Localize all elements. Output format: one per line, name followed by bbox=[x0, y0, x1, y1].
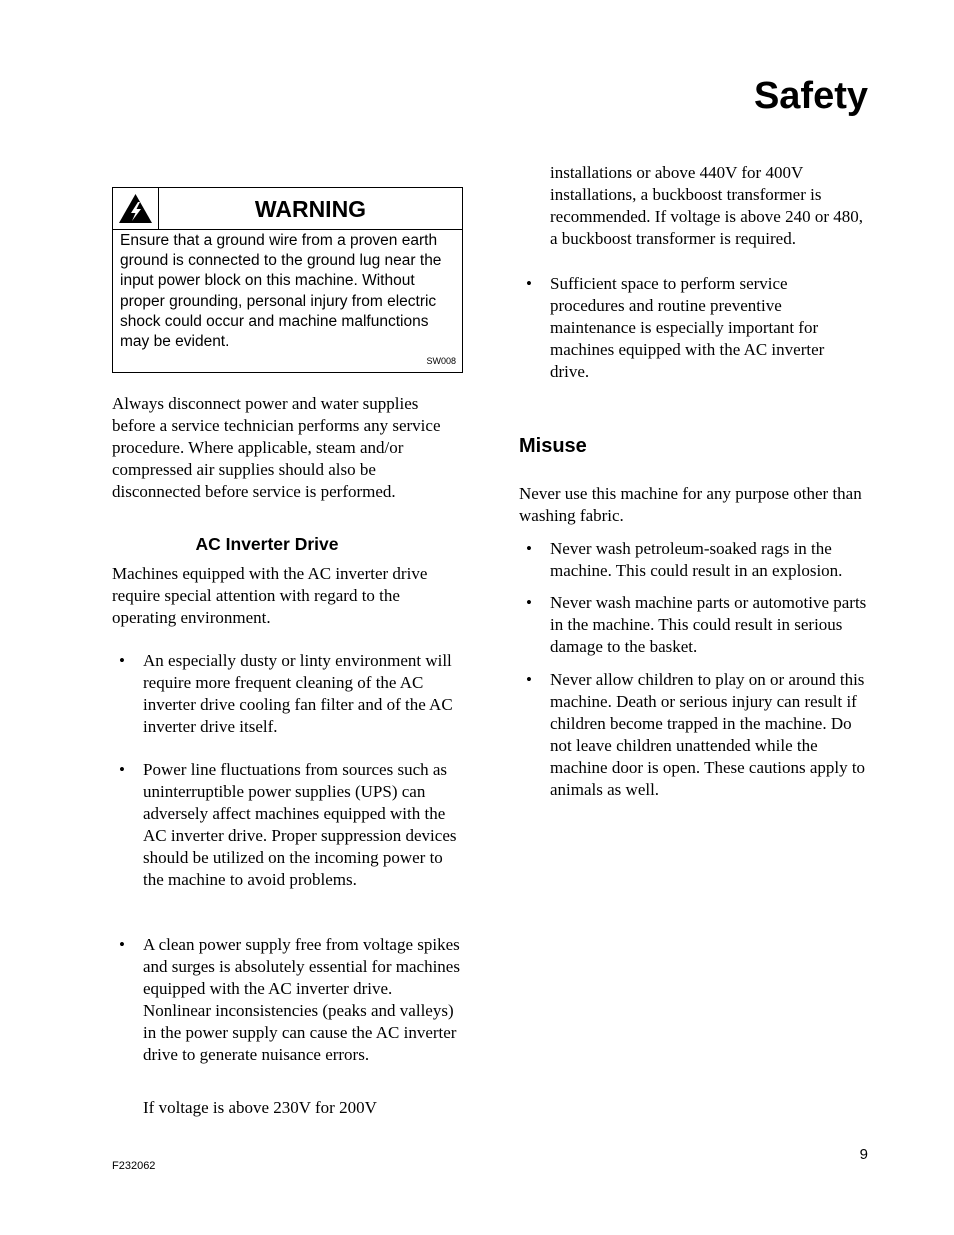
bullet-dot: • bbox=[526, 670, 532, 689]
list-item bbox=[119, 759, 463, 890]
bullet-dot: • bbox=[526, 593, 532, 612]
list-item bbox=[526, 273, 860, 383]
list-item bbox=[119, 934, 463, 1065]
warning-header bbox=[113, 188, 462, 230]
page-title: Safety bbox=[753, 75, 868, 117]
bullet-dot: • bbox=[526, 539, 532, 558]
ac-inverter-heading: AC Inverter Drive bbox=[195, 534, 339, 554]
list-item-text: An especially dusty or linty environment will require more frequent cleaning of the AC inverter drive cooling fan filter and of the AC inverter drive itself. bbox=[143, 651, 453, 736]
voltage-paragraph-continued: installations or above 440V for 400V installations, a buckboost transformer is recommended. If voltage is above 240 or 480, a buckboost transformer is required. bbox=[550, 163, 863, 248]
list-item-text: Power line fluctuations from sources such as uninterruptible power supplies (UPS) can adversely affect machines equipped with the AC inverter drive. Proper suppression devices should be utilized on the incoming power to the machine to avoid problems. bbox=[143, 760, 457, 889]
page-number: 9 bbox=[859, 1146, 868, 1163]
ac-intro-paragraph: Machines equipped with the AC inverter drive require special attention with regard to the operating environment. bbox=[112, 564, 428, 627]
intro-paragraph: Always disconnect power and water supplies before a service technician performs any service procedure. Where applicable, steam and/or compressed air supplies should also be disconnected before service is performed. bbox=[112, 394, 441, 501]
list-item-text: Never wash machine parts or automotive parts in the machine. This could result in serious damage to the basket. bbox=[550, 593, 867, 656]
list-item bbox=[526, 592, 870, 658]
list-item bbox=[526, 538, 872, 582]
warning-box bbox=[112, 187, 463, 373]
list-item-text: A clean power supply free from voltage spikes and surges is absolutely essential for machines equipped with the AC inverter drive. Nonlinear inconsistencies (peaks and valleys) in the power supply can cause the AC inverter drive to generate nuisance errors. bbox=[143, 935, 460, 1064]
misuse-heading: Misuse bbox=[519, 435, 587, 457]
bullet-dot: • bbox=[526, 274, 532, 293]
warning-code: SW008 bbox=[426, 356, 456, 366]
warning-title: WARNING bbox=[254, 196, 367, 222]
list-item bbox=[119, 650, 463, 738]
list-item-text: Sufficient space to perform service procedures and routine preventive maintenance is especially important for machines equipped with the AC inverter drive. bbox=[550, 274, 825, 381]
list-item bbox=[526, 669, 872, 800]
bullet-dot: • bbox=[119, 651, 125, 670]
bullet-dot: • bbox=[119, 935, 125, 954]
list-item-text: Never allow children to play on or around this machine. Death or serious injury can result if children become trapped in the machine. Do not leave children unattended while the machine door is open. These cautions apply to animals as well. bbox=[550, 670, 866, 799]
voltage-paragraph-start: If voltage is above 230V for 200V bbox=[143, 1098, 377, 1117]
electric-hazard-icon bbox=[117, 192, 154, 225]
warning-icon-cell bbox=[113, 188, 159, 229]
misuse-intro-paragraph: Never use this machine for any purpose other than washing fabric. bbox=[519, 484, 862, 525]
bullet-dot: • bbox=[119, 760, 125, 779]
warning-text: Ensure that a ground wire from a proven earth ground is connected to the ground lug near the input power block on this machine. Without proper grounding, personal injury from electric shock could occur and machine malfunctions may be evident. bbox=[120, 232, 442, 351]
document-code: F232062 bbox=[112, 1160, 156, 1172]
list-item-text: Never wash petroleum-soaked rags in the machine. This could result in an explosion. bbox=[550, 539, 843, 580]
